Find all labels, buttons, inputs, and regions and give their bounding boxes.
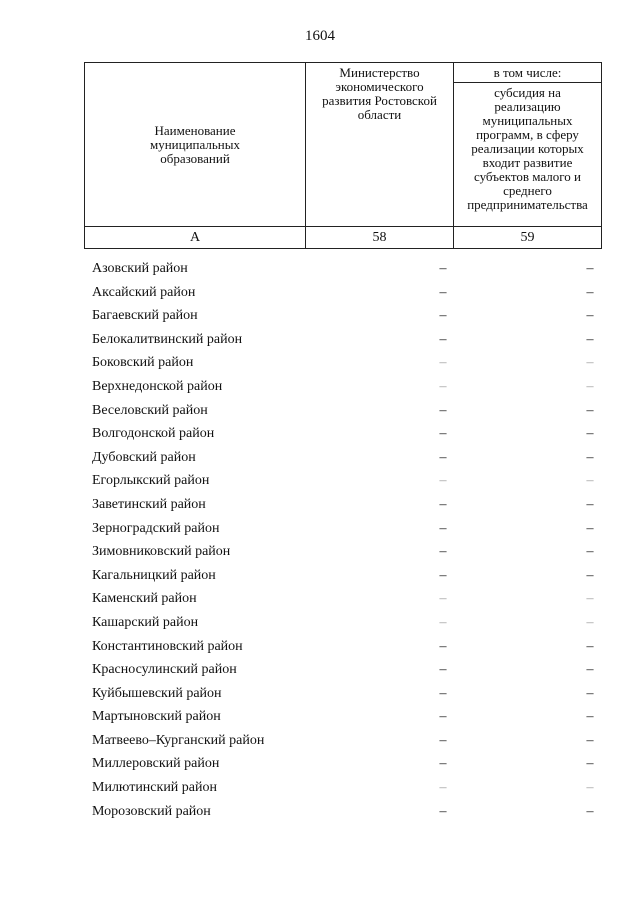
row-value-59: – (586, 473, 594, 489)
row-name: Миллеровский район (92, 756, 220, 772)
row-name: Верхнедонской район (92, 378, 223, 394)
row-value-59: – (586, 402, 594, 418)
row-value-59: – (586, 449, 594, 465)
row-value-59: – (586, 591, 594, 607)
row-name: Зимовниковский район (92, 544, 231, 560)
column-header-ministry (306, 63, 454, 227)
row-value-59: – (586, 732, 594, 748)
row-value-58: – (439, 638, 447, 654)
column-header-including: в том числе: (454, 63, 602, 83)
row-value-58: – (439, 308, 447, 324)
row-value-59: – (586, 520, 594, 536)
table-row (0, 304, 640, 328)
table-row (0, 635, 640, 659)
column-index-a: А (85, 227, 306, 249)
row-name: Мартыновский район (92, 709, 221, 725)
row-value-58: – (439, 709, 447, 725)
column-index-58: 58 (306, 227, 454, 249)
column-header-subsidy (454, 83, 602, 227)
row-value-59: – (586, 662, 594, 678)
table-row (0, 729, 640, 753)
row-value-58: – (439, 567, 447, 583)
row-name: Веселовский район (92, 402, 208, 418)
row-value-59: – (586, 709, 594, 725)
row-value-59: – (586, 261, 594, 276)
table-row (0, 446, 640, 470)
row-name: Егорлыкский район (92, 473, 210, 489)
column-header-name-text: Наименование муниципальных образований (149, 122, 240, 166)
table-row (0, 658, 640, 682)
row-value-58: – (439, 496, 447, 512)
table-row (0, 564, 640, 588)
row-value-58: – (439, 803, 447, 819)
table-body (0, 257, 640, 823)
column-header-name (85, 63, 306, 227)
row-value-58: – (439, 378, 447, 394)
row-value-58: – (439, 756, 447, 772)
row-name: Матвеево–Курганский район (92, 732, 265, 748)
table-row (0, 399, 640, 423)
row-name: Кагальницкий район (92, 567, 216, 583)
table-row (0, 257, 640, 281)
row-value-58: – (439, 355, 447, 371)
row-value-59: – (586, 567, 594, 583)
row-name: Азовский район (92, 261, 188, 276)
row-value-58: – (439, 261, 447, 276)
table-row (0, 281, 640, 305)
row-name: Волгодонской район (92, 426, 215, 442)
row-value-58: – (439, 284, 447, 300)
row-value-58: – (439, 426, 447, 442)
row-value-59: – (586, 355, 594, 371)
table-row (0, 493, 640, 517)
row-value-58: – (439, 732, 447, 748)
table-row (0, 351, 640, 375)
row-value-58: – (439, 780, 447, 796)
row-value-59: – (586, 378, 594, 394)
table-header (84, 62, 602, 249)
row-name: Белокалитвинский район (92, 331, 243, 347)
row-name: Дубовский район (92, 449, 196, 465)
row-value-58: – (439, 662, 447, 678)
row-value-59: – (586, 331, 594, 347)
table-row (0, 422, 640, 446)
row-value-58: – (439, 685, 447, 701)
table-row (0, 752, 640, 776)
row-value-59: – (586, 614, 594, 630)
row-name: Милютинский район (92, 780, 218, 796)
table-row (0, 776, 640, 800)
row-value-58: – (439, 614, 447, 630)
table-row (0, 682, 640, 706)
row-name: Багаевский район (92, 308, 198, 324)
row-value-59: – (586, 496, 594, 512)
row-name: Красносулинский район (92, 662, 237, 678)
row-value-58: – (439, 331, 447, 347)
row-name: Кашарский район (92, 614, 199, 630)
row-name: Заветинский район (92, 496, 206, 512)
table-row (0, 540, 640, 564)
row-value-59: – (586, 638, 594, 654)
row-value-59: – (586, 756, 594, 772)
table-row (0, 800, 640, 824)
page-number: 1604 (305, 28, 335, 44)
column-header-ministry-text: Министерство экономического развития Ростовской области (322, 65, 437, 122)
table-row (0, 375, 640, 399)
row-name: Морозовский район (92, 803, 211, 819)
row-value-58: – (439, 402, 447, 418)
table-row (0, 705, 640, 729)
row-name: Зерноградский район (92, 520, 220, 536)
row-value-58: – (439, 473, 447, 489)
row-value-58: – (439, 544, 447, 560)
row-value-59: – (586, 780, 594, 796)
row-name: Куйбышевский район (92, 685, 222, 701)
row-value-58: – (439, 449, 447, 465)
row-value-59: – (586, 685, 594, 701)
table-row (0, 587, 640, 611)
row-name: Константиновский район (92, 638, 243, 654)
column-index-59: 59 (454, 227, 602, 249)
row-value-58: – (439, 591, 447, 607)
column-header-subsidy-text: субсидия на реализацию муниципальных программ, в сферу реализации которых входит развитие субъектов малого и среднего предпринимательства (467, 85, 588, 212)
row-name: Аксайский район (92, 284, 196, 300)
table-row (0, 517, 640, 541)
row-value-58: – (439, 520, 447, 536)
row-value-59: – (586, 426, 594, 442)
row-value-59: – (586, 803, 594, 819)
row-value-59: – (586, 308, 594, 324)
table-row (0, 469, 640, 493)
table-row (0, 611, 640, 635)
row-name: Боковский район (92, 355, 194, 371)
row-name: Каменский район (92, 591, 197, 607)
row-value-59: – (586, 544, 594, 560)
row-value-59: – (586, 284, 594, 300)
table-row (0, 328, 640, 352)
